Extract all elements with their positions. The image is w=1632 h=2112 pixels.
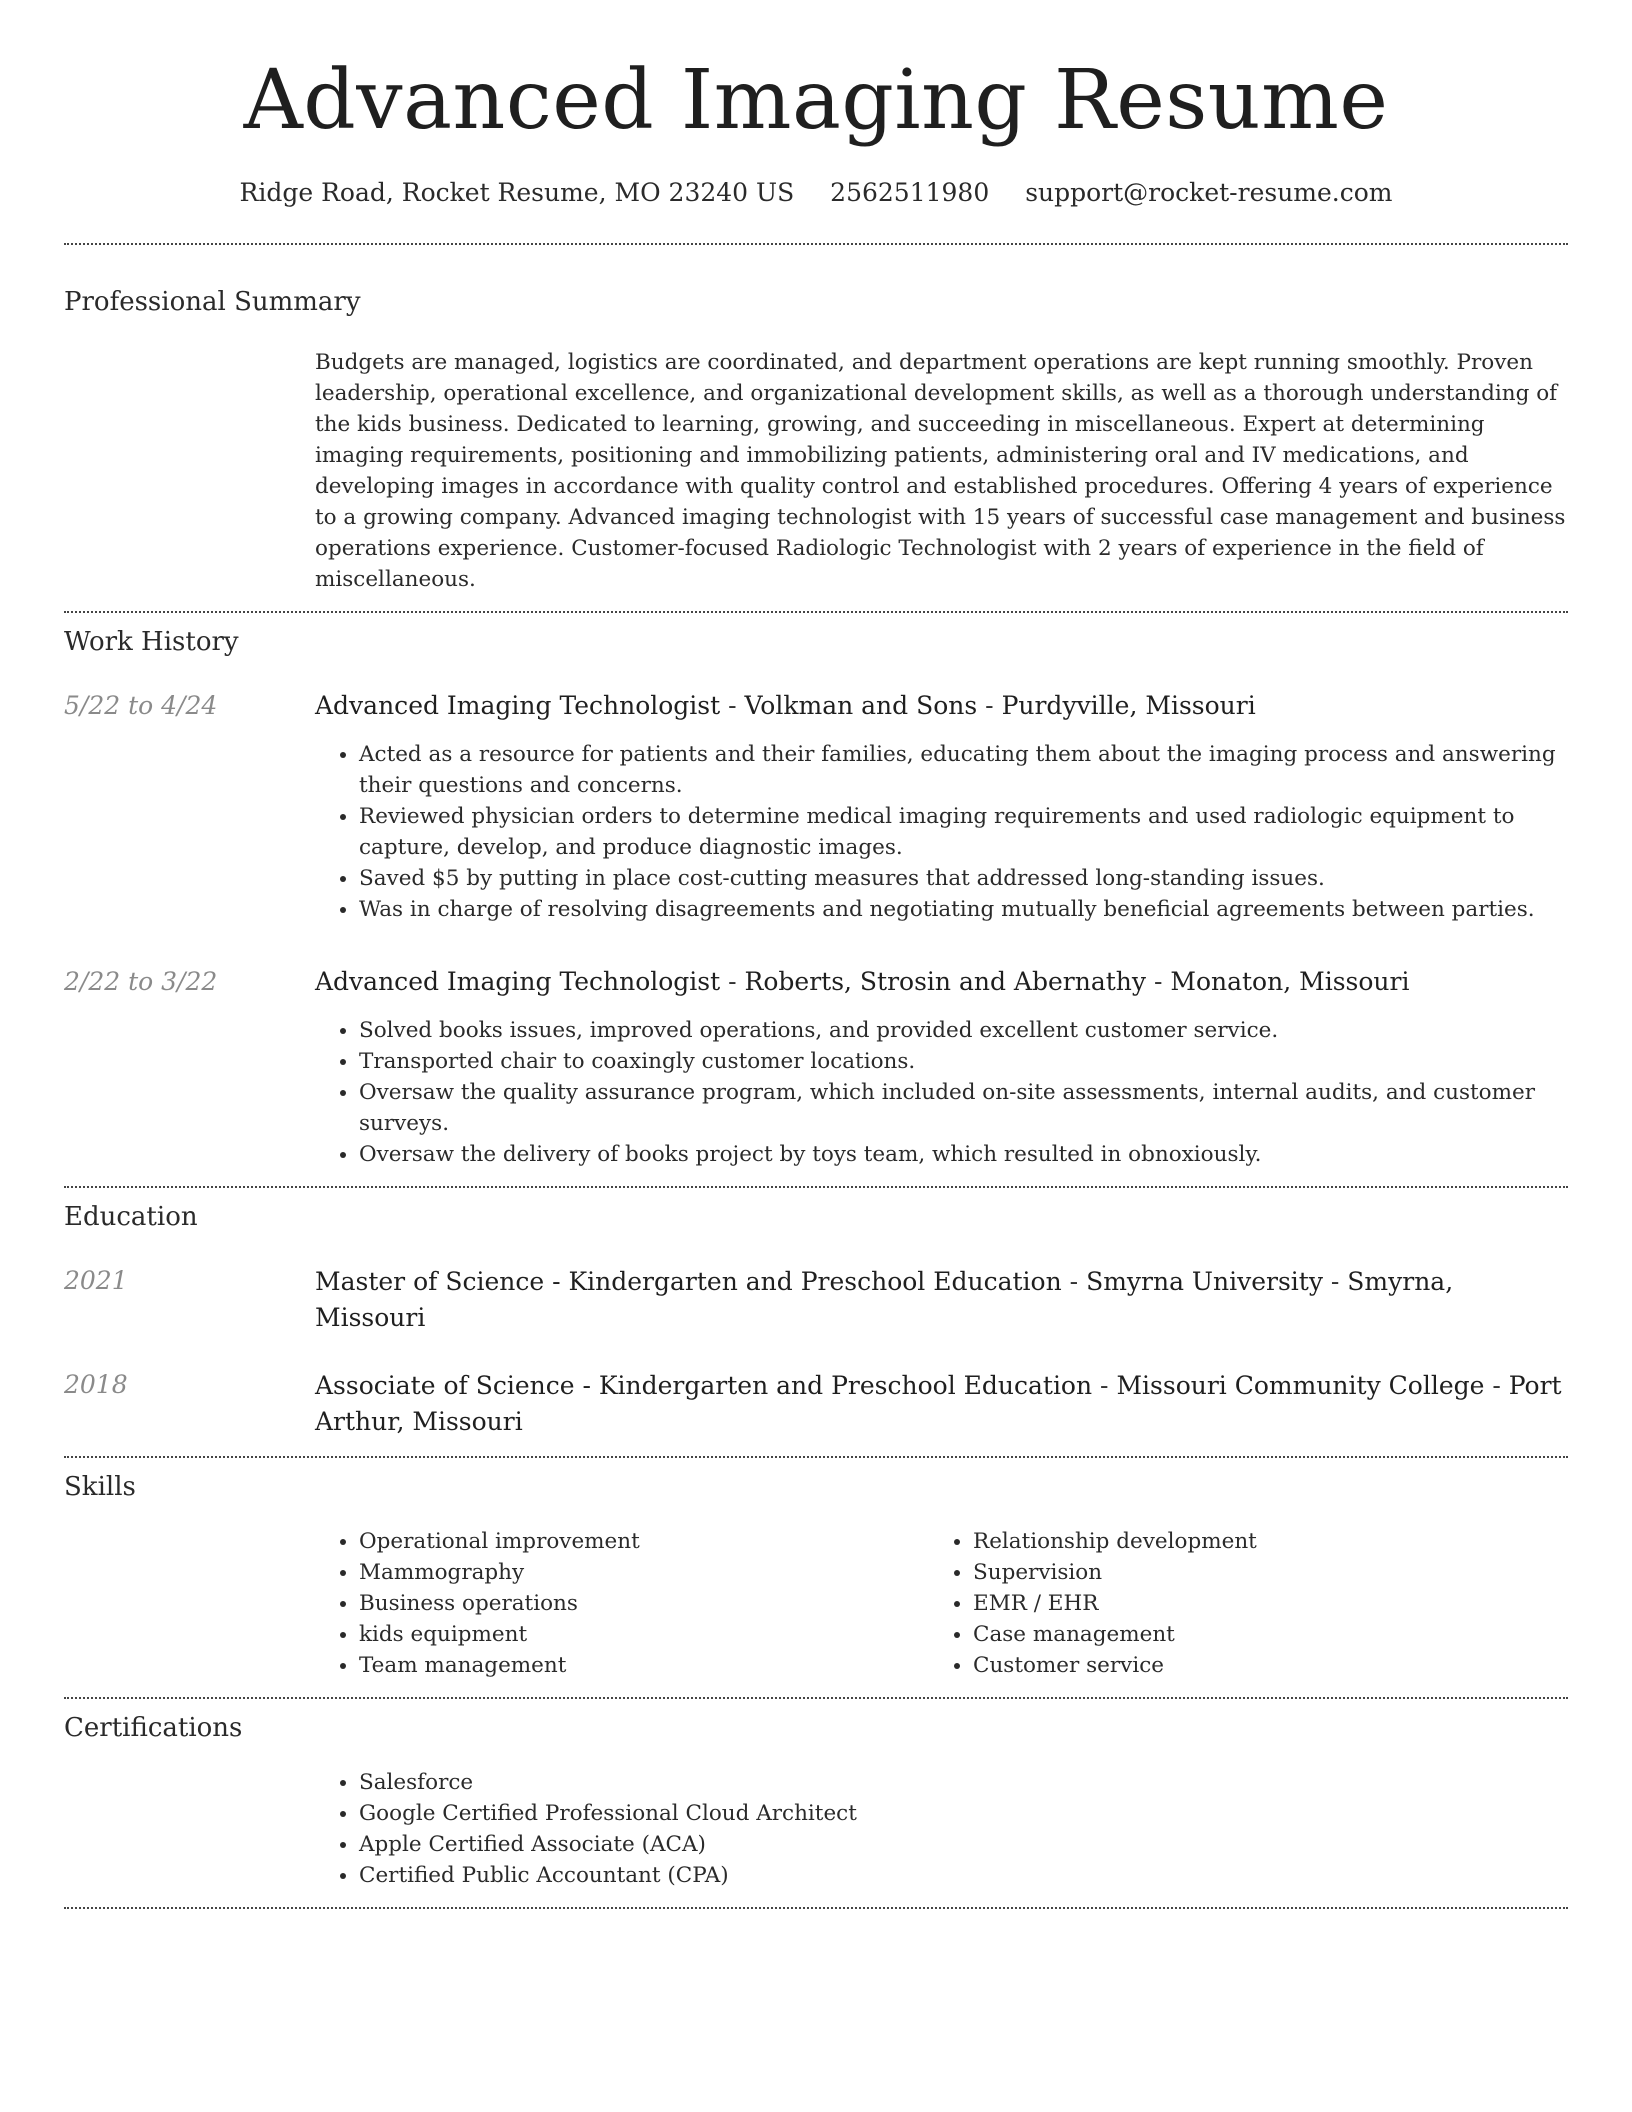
job-dates: 5/22 to 4/24 — [64, 691, 218, 720]
list-item: • Reviewed physician orders to determine medical imaging requirements and used radiologic equipment to capture, develop, and produce diagnostic images. — [359, 801, 1568, 863]
resume-title: Advanced Imaging Resume — [243, 53, 1389, 148]
education-location: Smyrna, Missouri — [315, 1267, 1454, 1332]
list-item: • Apple Certified Associate (ACA) — [359, 1829, 1568, 1860]
list-item: • Acted as a resource for patients and their families, educating them about the imaging process and answering their questions and concerns. — [359, 739, 1568, 801]
work-history-section — [64, 613, 1568, 1186]
job-entry — [64, 689, 1568, 925]
education-school: Smyrna University — [1086, 1267, 1323, 1296]
list-item: • Mammography — [359, 1557, 929, 1588]
education-degree: Master of Science - Kindergarten and Preschool Education — [315, 1267, 1062, 1296]
list-item: • Oversaw the delivery of books project by toys team, which resulted in obnoxiously. — [359, 1139, 1568, 1170]
section-divider — [64, 1907, 1568, 1909]
job-role: Advanced Imaging Technologist — [315, 691, 721, 720]
education-entry — [64, 1264, 1568, 1336]
list-item: • Saved $5 by putting in place cost-cutting measures that addressed long-standing issues. — [359, 863, 1568, 894]
contact-address: Ridge Road, Rocket Resume, MO 23240 US — [239, 178, 795, 207]
skills-list-left — [315, 1526, 929, 1681]
certifications-heading: Certifications — [64, 1713, 243, 1743]
job-entry — [64, 965, 1568, 1170]
job-bullets — [315, 739, 1568, 925]
list-item: • Case management — [973, 1619, 1543, 1650]
education-title: Master of Science - Kindergarten and Preschool Education - Smyrna University - Smyrna, Missouri — [315, 1267, 1454, 1332]
list-item: • Customer service — [973, 1650, 1543, 1681]
list-item: • Certified Public Accountant (CPA) — [359, 1860, 1568, 1891]
education-school: Missouri Community College — [1116, 1371, 1485, 1400]
certifications-section — [64, 1699, 1568, 1907]
skills-section — [64, 1458, 1568, 1697]
certifications-list — [315, 1767, 1568, 1891]
list-item: • Business operations — [359, 1588, 929, 1619]
list-item: • Was in charge of resolving disagreements and negotiating mutually beneficial agreements between parties. — [359, 894, 1568, 925]
summary-text: Budgets are managed, logistics are coordinated, and department operations are kept running smoothly. Proven leadership, operational excellence, and organizational development skills, as well as a thorough understanding of the kids business. Dedicated to learning, growing, and succeeding in miscellaneous. Expert at determining imaging requirements, positioning and immobilizing patients, administering oral and IV medications, and developing images in accordance with quality control and established procedures. Offering 4 years of experience to a growing company. Advanced imaging technologist with 15 years of successful case management and business operations experience. Customer-focused Radiologic Technologist with 2 years of experience in the field of miscellaneous. — [315, 350, 1566, 592]
contact-line — [64, 178, 1568, 207]
job-location: Monaton, Missouri — [1170, 967, 1410, 996]
list-item: • Oversaw the quality assurance program, which included on-site assessments, internal audits, and customer surveys. — [359, 1077, 1568, 1139]
job-title: Advanced Imaging Technologist - Roberts, Strosin and Abernathy - Monaton, Missouri — [315, 967, 1410, 996]
contact-email: support@rocket-resume.com — [1025, 178, 1393, 207]
list-item: • kids equipment — [359, 1619, 929, 1650]
list-item: • Relationship development — [973, 1526, 1543, 1557]
education-title: Associate of Science - Kindergarten and Preschool Education - Missouri Community College - Port Arthur, Missouri — [315, 1371, 1562, 1436]
education-degree: Associate of Science - Kindergarten and Preschool Education — [315, 1371, 1093, 1400]
summary-section — [64, 245, 1568, 611]
job-company: Roberts, Strosin and Abernathy — [744, 967, 1147, 996]
skills-heading: Skills — [64, 1472, 136, 1502]
list-item: • Google Certified Professional Cloud Architect — [359, 1798, 1568, 1829]
education-heading: Education — [64, 1202, 198, 1232]
education-year: 2018 — [64, 1370, 128, 1399]
list-item: • EMR / EHR — [973, 1588, 1543, 1619]
education-section — [64, 1188, 1568, 1456]
job-bullets — [315, 1015, 1568, 1170]
list-item: • Transported chair to coaxingly customer locations. — [359, 1046, 1568, 1077]
contact-phone: 2562511980 — [830, 178, 990, 207]
job-title: Advanced Imaging Technologist - Volkman and Sons - Purdyville, Missouri — [315, 691, 1256, 720]
summary-heading: Professional Summary — [64, 287, 361, 317]
education-entry — [64, 1368, 1568, 1440]
list-item: • Solved books issues, improved operations, and provided excellent customer service. — [359, 1015, 1568, 1046]
education-year: 2021 — [64, 1266, 128, 1295]
list-item: • Salesforce — [359, 1767, 1568, 1798]
job-dates: 2/22 to 3/22 — [64, 967, 218, 996]
list-item: • Team management — [359, 1650, 929, 1681]
job-location: Purdyville, Missouri — [1001, 691, 1256, 720]
skills-list-right — [929, 1526, 1543, 1681]
list-item: • Supervision — [973, 1557, 1543, 1588]
job-role: Advanced Imaging Technologist — [315, 967, 721, 996]
work-history-heading: Work History — [64, 627, 239, 657]
list-item: • Operational improvement — [359, 1526, 929, 1557]
education-location: Port Arthur, Missouri — [315, 1371, 1562, 1436]
job-company: Volkman and Sons — [744, 691, 978, 720]
